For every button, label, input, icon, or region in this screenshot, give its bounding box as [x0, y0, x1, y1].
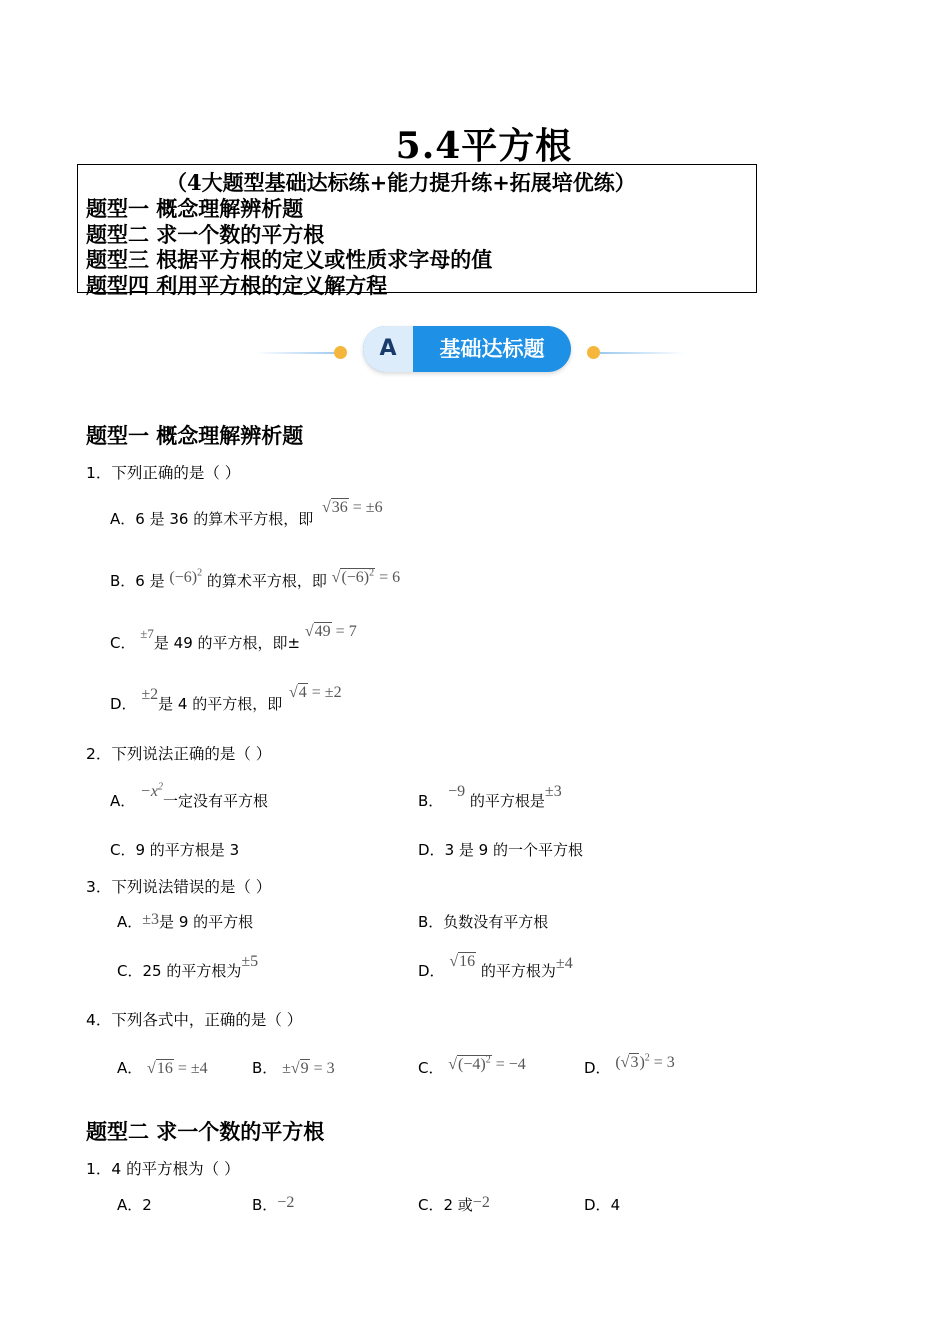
math-expr: −2: [472, 1194, 490, 1211]
option-label: A．: [110, 792, 136, 810]
q3-option-b: [418, 911, 548, 932]
option-label: C．: [418, 1059, 444, 1077]
summary-type-2: 题型二 求一个数的平方根: [86, 222, 325, 247]
s2q1-option-a: [117, 1194, 152, 1215]
option-label: B．: [252, 1196, 278, 1214]
math-expr: $√(-6)^2 = 6$: [331, 567, 401, 586]
math-expr: ±3: [142, 911, 160, 928]
math-rhs: = ±2: [307, 684, 342, 701]
question-1-stem: 1．下列正确的是（ ）: [86, 464, 241, 482]
option-label: B．: [418, 792, 444, 810]
radicand: 9: [300, 1060, 309, 1077]
option-text: 的算术平方根，即: [206, 572, 327, 590]
question-4-stem: 4．下列各式中，正确的是（ ）: [86, 1011, 303, 1029]
math-expr: $(√3)^2 = 3$: [615, 1052, 675, 1071]
radicand: 49: [314, 623, 331, 640]
option-label: D．: [110, 695, 137, 713]
q4-option-b: [252, 1057, 335, 1078]
option-text: 2 或: [443, 1196, 473, 1214]
s2q1-option-c: [418, 1194, 490, 1215]
question-2-stem: 2．下列说法正确的是（ ）: [86, 745, 272, 763]
s2q1-option-d: [584, 1194, 620, 1215]
radicand: [457, 1055, 492, 1073]
option-text: 是 9 的平方根: [159, 913, 254, 931]
math-rhs: = ±4: [173, 1060, 208, 1077]
option-label: D．: [584, 1196, 611, 1214]
option-label: D．: [418, 962, 445, 980]
math-expr: √49 = 7: [304, 623, 357, 640]
q4-option-c: [418, 1054, 526, 1078]
option-text: 4: [610, 1196, 621, 1214]
question-3-stem: 3．下列说法错误的是（ ）: [86, 878, 272, 896]
math-exponent: 2: [157, 781, 163, 793]
math-rhs: = −4: [491, 1056, 526, 1073]
math-expr: √16 = ±4: [147, 1060, 208, 1077]
math-expr: $√(-4)^2 = -4$: [448, 1054, 526, 1073]
section2-question-1-stem: 1．4 的平方根为（ ）: [86, 1160, 240, 1178]
banner-dot-left: [334, 346, 347, 359]
radicand: 16: [156, 1060, 173, 1077]
math-rhs: = 3: [649, 1054, 675, 1071]
math-base: (−6): [169, 569, 198, 586]
math-rhs: = 3: [309, 1060, 335, 1077]
math-expr: [140, 783, 163, 800]
banner-line-left: [255, 352, 340, 354]
math-expr: ±3: [544, 783, 562, 800]
q2-option-b: [418, 783, 562, 811]
q2-option-a: [110, 781, 268, 811]
math-expr: ±4: [555, 955, 573, 972]
radicand: 36: [331, 499, 348, 516]
s2q1-option-b: [252, 1194, 294, 1215]
q2-option-d: [418, 839, 583, 860]
option-text: 6 是 36 的算术平方根，即: [135, 510, 314, 528]
math-expr: √4 = ±2: [289, 684, 342, 701]
q1-option-c: [110, 623, 357, 653]
math-rhs: = ±6: [348, 499, 383, 516]
radicand-base: (−4): [458, 1056, 486, 1073]
option-label: D．: [584, 1059, 611, 1077]
option-label: A．: [117, 1196, 143, 1214]
option-label: B．: [418, 913, 444, 931]
option-text: 9 的平方根是 3: [135, 841, 240, 859]
math-base: −x: [140, 783, 158, 800]
option-label: C．: [117, 962, 143, 980]
banner-pill: [363, 326, 571, 372]
option-label: B．: [252, 1059, 278, 1077]
option-label: A．: [110, 510, 136, 528]
option-text: 2: [142, 1196, 152, 1214]
option-text: 3 是 9 的一个平方根: [444, 841, 583, 859]
math-expr: √36 = ±6: [321, 499, 383, 516]
banner-letter: A: [379, 336, 397, 361]
math-expr: ±√9 = 3: [282, 1060, 335, 1077]
math-exponent: 2: [197, 567, 203, 579]
option-text: 一定没有平方根: [162, 792, 268, 810]
math-exponent: 2: [485, 1054, 491, 1066]
math-expr: ±5: [241, 953, 259, 970]
math-pre: ±: [282, 1060, 291, 1077]
option-label: C．: [110, 634, 136, 652]
q1-option-a: [110, 499, 383, 529]
option-label: D．: [418, 841, 445, 859]
summary-type-1: 题型一 概念理解辨析题: [86, 196, 304, 221]
option-text: 是 49 的平方根，即±: [153, 634, 301, 652]
q3-option-d: [418, 953, 573, 981]
radicand: [340, 568, 375, 586]
option-text: 6 是: [135, 572, 165, 590]
option-label: A．: [117, 1059, 143, 1077]
math-rhs: = 6: [375, 569, 401, 586]
q4-option-a: [117, 1057, 208, 1078]
summary-subtitle: （4大题型基础达标练+能力提升练+拓展培优练）: [166, 170, 636, 195]
option-text: 的平方根是: [469, 792, 545, 810]
option-text: 负数没有平方根: [443, 913, 549, 931]
math-expr: ±7: [140, 626, 154, 641]
radicand-base: (−6): [341, 569, 370, 586]
q1-option-d: [110, 684, 342, 714]
radicand: 4: [298, 684, 307, 701]
math-exponent: 2: [369, 567, 375, 579]
banner-dot-right: [587, 346, 600, 359]
math-expr: √16: [449, 953, 476, 970]
math-rhs: = 7: [331, 623, 357, 640]
math-expr: ±2: [141, 686, 159, 703]
summary-type-3: 题型三 根据平方根的定义或性质求字母的值: [86, 247, 493, 272]
radicand: 16: [459, 953, 476, 970]
banner-label: 基础达标题: [439, 337, 545, 361]
option-text: 是 4 的平方根，即: [158, 695, 283, 713]
section-heading-1: 题型一 概念理解辨析题: [86, 423, 304, 448]
option-text: 25 的平方根为: [142, 962, 242, 980]
q3-option-c: [117, 953, 259, 981]
q2-option-c: [110, 839, 239, 860]
option-text: 的平方根为: [480, 962, 556, 980]
q1-option-b: [110, 567, 401, 591]
summary-type-4: 题型四 利用平方根的定义解方程: [86, 273, 388, 298]
option-label: C．: [110, 841, 136, 859]
q4-option-d: [584, 1052, 675, 1078]
option-label: B．: [110, 572, 136, 590]
radicand: 3: [630, 1054, 639, 1071]
banner-line-right: [600, 352, 685, 354]
section-heading-2: 题型二 求一个数的平方根: [86, 1119, 325, 1144]
math-expr: −2: [277, 1194, 295, 1211]
page-title: 5.4平方根: [395, 125, 573, 167]
option-label: A．: [117, 913, 143, 931]
option-label: C．: [418, 1196, 444, 1214]
math-expr: [169, 569, 202, 586]
q3-option-a: [117, 911, 253, 932]
math-exponent: 2: [644, 1052, 650, 1064]
math-expr: −9: [448, 783, 466, 800]
